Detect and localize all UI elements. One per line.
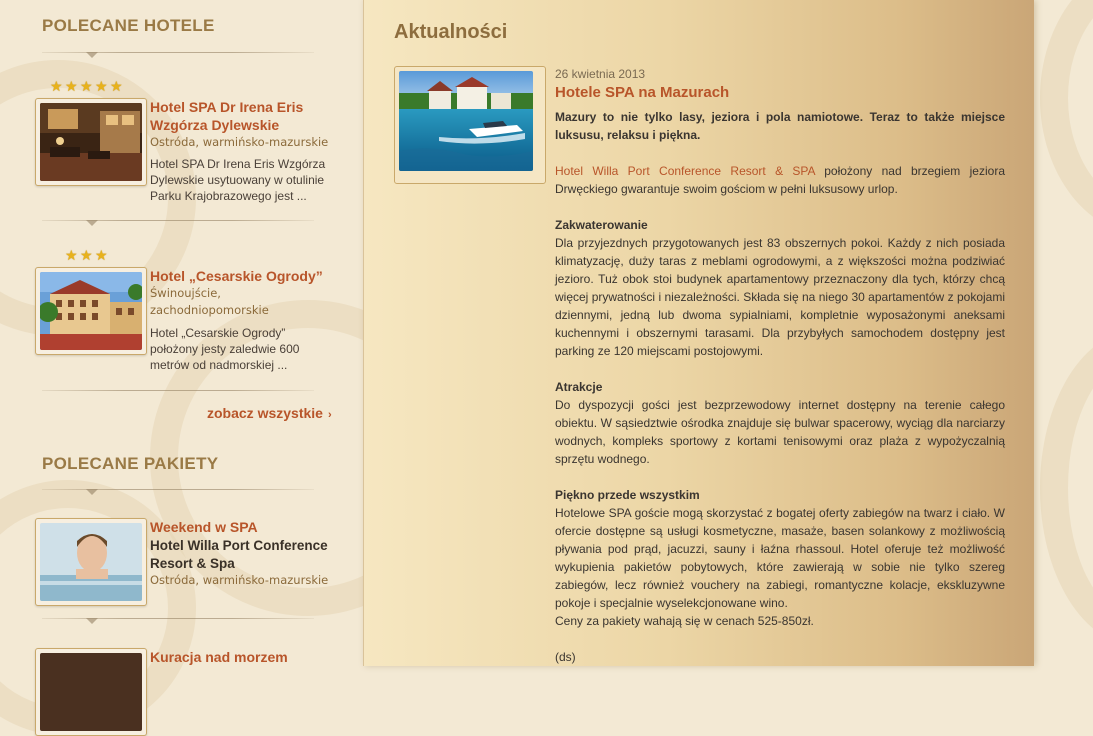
hotel-building-image bbox=[40, 272, 142, 350]
article-intro bbox=[555, 162, 1005, 198]
section-text: Dla przyjezdnych przygotowanych jest 83 obszernych pokoi. Każdy z nich posiada klimatyzację, duży taras z meblami ogrodowymi, a z większości można podziwiać jezioro. Tuż obok stoi budynek apartamentowy przeznaczony dla tych, którzy chcą więcej prywatności i niezależności. Składa się na niego 30 apartamentów z pokojami dziennymi, jedną lub dwoma sypialniami, kompletnie wyposażonymi aneksami kuchennymi i obszernymi tarasami. Dla przybyłych samochodem dostępny jest parking ze 120 miejscami postojowymi. bbox=[555, 236, 1005, 358]
package-name-link[interactable]: Kuracja nad morzem bbox=[150, 649, 288, 665]
divider bbox=[42, 220, 314, 221]
background-ornament bbox=[1040, 330, 1093, 646]
package-thumbnail[interactable] bbox=[35, 648, 147, 736]
hotel-name-link[interactable]: Hotel SPA Dr Irena Eris Wzgórza Dylewskie bbox=[150, 99, 304, 133]
package-thumbnail[interactable] bbox=[35, 518, 147, 606]
hotel-location: Świnoujście, zachodniopomorskie bbox=[150, 286, 269, 317]
news-panel bbox=[363, 0, 1034, 666]
sidebar bbox=[0, 0, 362, 666]
section-heading: Piękno przede wszystkim bbox=[555, 488, 700, 502]
section-text: Do dyspozycji gości jest bezprzewodowy internet dostępny na terenie całego obiektu. W sąsiedztwie ośrodka znajduje się bulwar spacerowy, wyciąg dla narciarzy wodnych, kompleks sportowy z kortami tenisowymi oraz plaża z wypożyczalnią sprzętu wodnego. bbox=[555, 398, 1005, 466]
hotel-thumbnail[interactable] bbox=[35, 98, 147, 186]
section-heading: Atrakcje bbox=[555, 380, 603, 394]
section-attractions bbox=[555, 378, 1005, 468]
package-image bbox=[40, 653, 142, 731]
article-intro-text: położony nad brzegiem jeziora Drwęckiego gwarantuje swoim gościom w pełni luksusowy urlop. bbox=[555, 164, 1005, 196]
star-icon: ★ bbox=[95, 248, 108, 264]
divider bbox=[42, 52, 314, 53]
star-rating bbox=[50, 80, 124, 94]
star-icon: ★ bbox=[110, 79, 123, 95]
package-name-link[interactable]: Weekend w SPA bbox=[150, 519, 258, 535]
hotel-location: Ostróda, warmińsko-mazurskie bbox=[150, 135, 329, 149]
page-title: Aktualności bbox=[394, 21, 508, 43]
divider bbox=[42, 618, 314, 619]
hotel-interior-image bbox=[40, 103, 142, 181]
section-accommodation bbox=[555, 216, 1005, 360]
recommended-hotels-title: POLECANE HOTELE bbox=[42, 16, 215, 35]
article-body bbox=[555, 108, 1005, 684]
package-hotel-name: Hotel Willa Port Conference Resort & Spa bbox=[150, 538, 328, 571]
section-beauty bbox=[555, 486, 1005, 630]
article-signature: (ds) bbox=[555, 650, 576, 664]
hotel-thumbnail[interactable] bbox=[35, 267, 147, 355]
hotel-description: Hotel „Cesarskie Ogrody” położony jesty zaledwie 600 metrów od nadmorskiej ... bbox=[150, 326, 300, 372]
article-date: 26 kwietnia 2013 bbox=[555, 67, 646, 81]
section-heading: Zakwaterowanie bbox=[555, 218, 648, 232]
star-icon: ★ bbox=[80, 79, 93, 95]
divider bbox=[42, 489, 314, 490]
package-location: Ostróda, warmińsko-mazurskie bbox=[150, 573, 329, 587]
divider bbox=[42, 390, 314, 391]
star-rating bbox=[65, 249, 109, 263]
recommended-packages-title: POLECANE PAKIETY bbox=[42, 454, 219, 473]
star-icon: ★ bbox=[50, 79, 63, 95]
star-icon: ★ bbox=[65, 79, 78, 95]
star-icon: ★ bbox=[80, 248, 93, 264]
hotel-description: Hotel SPA Dr Irena Eris Wzgórza Dylewskie usytuowany w otulinie Parku Krajobrazowego jest ... bbox=[150, 157, 326, 203]
hotel-name-link[interactable]: Hotel „Cesarskie Ogrody” bbox=[150, 268, 323, 284]
spa-woman-image bbox=[40, 523, 142, 601]
star-icon: ★ bbox=[95, 79, 108, 95]
resort-lake-image bbox=[399, 71, 533, 171]
article-title-link[interactable]: Hotele SPA na Mazurach bbox=[555, 84, 730, 101]
see-all-label: zobacz wszystkie bbox=[207, 405, 323, 421]
hotel-link[interactable]: Hotel Willa Port Conference Resort & SPA bbox=[555, 164, 815, 178]
article-lead: Mazury to nie tylko lasy, jeziora i pola namiotowe. Teraz to także miejsce luksusu, relaksu i piękna. bbox=[555, 110, 1005, 142]
see-all-link[interactable] bbox=[207, 405, 332, 421]
background-ornament bbox=[1040, 0, 1093, 236]
chevron-right-icon: › bbox=[327, 409, 332, 421]
section-text: Hotelowe SPA goście mogą skorzystać z bogatej oferty zabiegów na twarz i ciało. W ofercie dostępne są usługi kosmetyczne, masaże, basen solankowy z możliwością pływania pod prąd, jacuzzi, sauny i łaźna rhassoul. Hotel oferuje też możliwość wykupienia pakietów pobytowych, które zawierają w sobie nie tylko szereg zabiegów, lecz również vouchery na zabiegi, romantyczne kolacje, ekskluzywne pokoje i specjalnie wyselekcjonowane wino. bbox=[555, 506, 1005, 610]
star-icon: ★ bbox=[65, 248, 78, 264]
article-thumbnail[interactable] bbox=[394, 66, 546, 184]
price-line: Ceny za pakiety wahają się w cenach 525-850zł. bbox=[555, 614, 814, 628]
